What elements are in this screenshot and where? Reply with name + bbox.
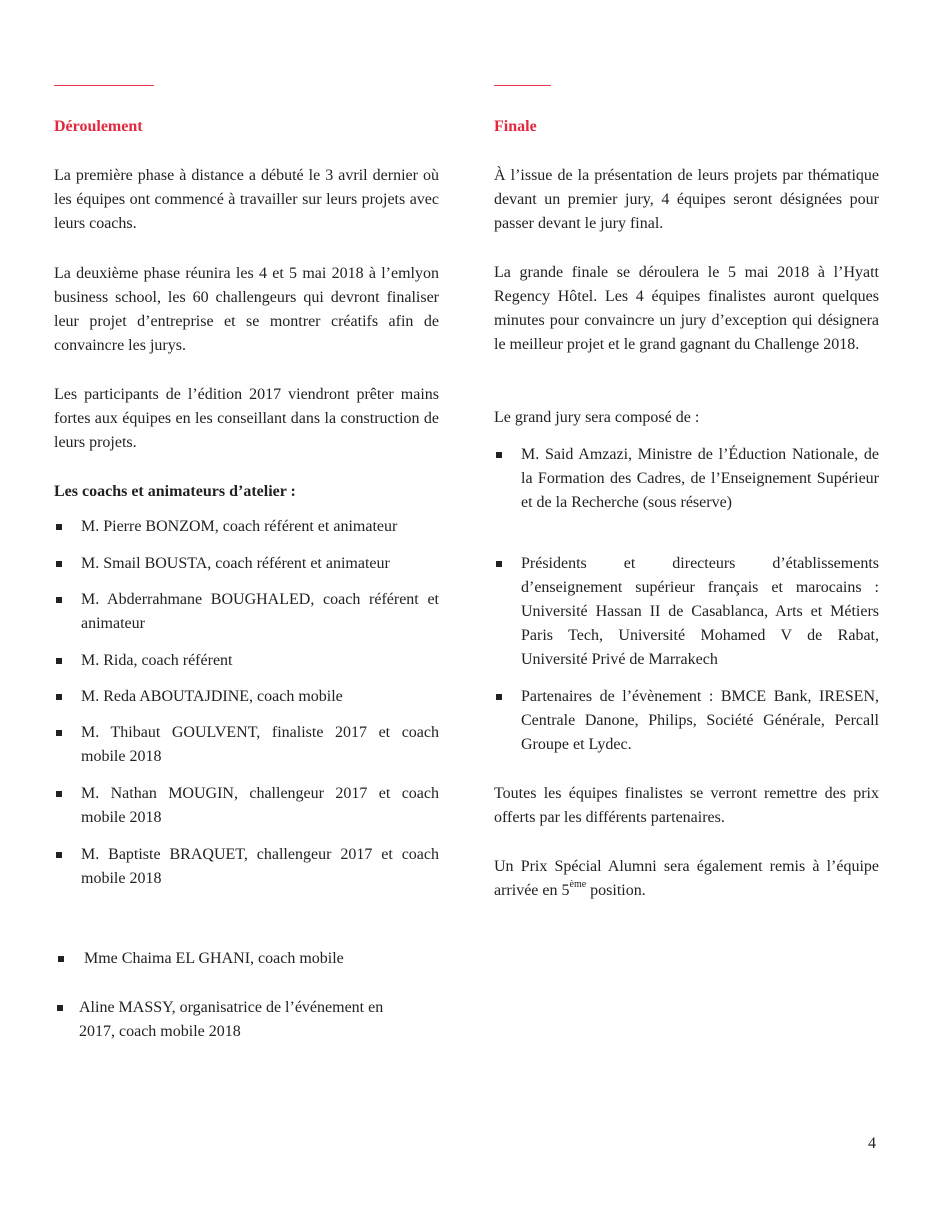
jury-item-text: M. Said Amzazi, Ministre de l’Éduction Nationale, de la Formation des Cadres, de l’Enseignement Supérieur et de la Recherche (sous réserve) — [521, 446, 879, 511]
bullet-square-icon — [56, 852, 62, 858]
bullet-square-icon — [57, 1005, 63, 1011]
coach-item-text: Mme Chaima EL GHANI, coach mobile — [84, 950, 344, 967]
bullet-square-icon — [496, 452, 502, 458]
left-heading-rule — [54, 85, 154, 86]
right-paragraph-4 — [494, 855, 879, 903]
coach-item-text: M. Pierre BONZOM, coach référent et animateur — [81, 518, 398, 535]
bullet-square-icon — [496, 561, 502, 567]
bullet-square-icon — [56, 791, 62, 797]
left-paragraph-2: La deuxième phase réunira les 4 et 5 mai 2018 à l’emlyon business school, les 60 challengeurs qui devront finaliser leur projet d’entreprise et se montrer créatifs afin de convaincre les jurys. — [54, 265, 439, 354]
coach-item-text: M. Reda ABOUTAJDINE, coach mobile — [81, 688, 343, 705]
bullet-square-icon — [58, 956, 64, 962]
right-paragraph-3: Toutes les équipes finalistes se verront remettre des prix offerts par les différents partenaires. — [494, 785, 879, 826]
left-paragraph-1: La première phase à distance a débuté le 3 avril dernier où les équipes ont commencé à travailler sur leurs projets avec leurs coachs. — [54, 167, 439, 232]
bullet-square-icon — [56, 658, 62, 664]
coach-item-text: M. Abderrahmane BOUGHALED, coach référent et animateur — [81, 591, 439, 632]
coach-item-text: M. Smail BOUSTA, coach référent et animateur — [81, 555, 390, 572]
right-paragraph-2: La grande finale se déroulera le 5 mai 2018 à l’Hyatt Regency Hôtel. Les 4 équipes finalistes auront quelques minutes pour convaincre un jury d’exception qui désignera le meilleur projet et le grand gagnant du Challenge 2018. — [494, 264, 879, 353]
jury-item-text: Partenaires de l’évènement : BMCE Bank, IRESEN, Centrale Danone, Philips, Société Générale, Percall Groupe et Lydec. — [521, 688, 879, 753]
right-paragraph-1: À l’issue de la présentation de leurs projets par thématique devant un premier jury, 4 équipes seront désignées pour passer devant le jury final. — [494, 167, 879, 232]
right-heading-rule — [494, 85, 551, 86]
left-section-heading: Déroulement — [54, 118, 143, 135]
coach-item-text: M. Baptiste BRAQUET, challengeur 2017 et coach mobile 2018 — [81, 846, 439, 887]
bullet-square-icon — [496, 694, 502, 700]
bullet-square-icon — [56, 730, 62, 736]
right-section-heading: Finale — [494, 118, 537, 135]
bullet-square-icon — [56, 597, 62, 603]
jury-item-text: Présidents et directeurs d’établissements d’enseignement supérieur français et marocains : Université Hassan II de Casablanca, Arts et Métiers Paris Tech, Université Mohamed V de Rabat, Université Privé de Marrakech — [521, 555, 879, 668]
coach-item-text: Aline MASSY, organisatrice de l’événement en 2017, coach mobile 2018 — [79, 999, 384, 1040]
ordinal-superscript: ème — [569, 878, 587, 890]
bullet-square-icon — [56, 694, 62, 700]
right-paragraph-4-end: position. — [586, 882, 646, 899]
left-paragraph-3: Les participants de l’édition 2017 viendront prêter mains fortes aux équipes en les conseillant dans la construction de leurs projets. — [54, 386, 439, 451]
jury-intro: Le grand jury sera composé de : — [494, 409, 700, 426]
coach-item-text: M. Thibaut GOULVENT, finaliste 2017 et coach mobile 2018 — [81, 724, 439, 765]
coach-item-text: M. Nathan MOUGIN, challengeur 2017 et coach mobile 2018 — [81, 785, 439, 826]
coaches-title: Les coachs et animateurs d’atelier : — [54, 483, 296, 500]
coach-item-text: M. Rida, coach référent — [81, 652, 233, 669]
right-paragraph-4-text: Un Prix Spécial Alumni sera également remis à l’équipe arrivée en 5 — [494, 858, 879, 899]
bullet-square-icon — [56, 561, 62, 567]
bullet-square-icon — [56, 524, 62, 530]
page-number: 4 — [868, 1135, 876, 1152]
